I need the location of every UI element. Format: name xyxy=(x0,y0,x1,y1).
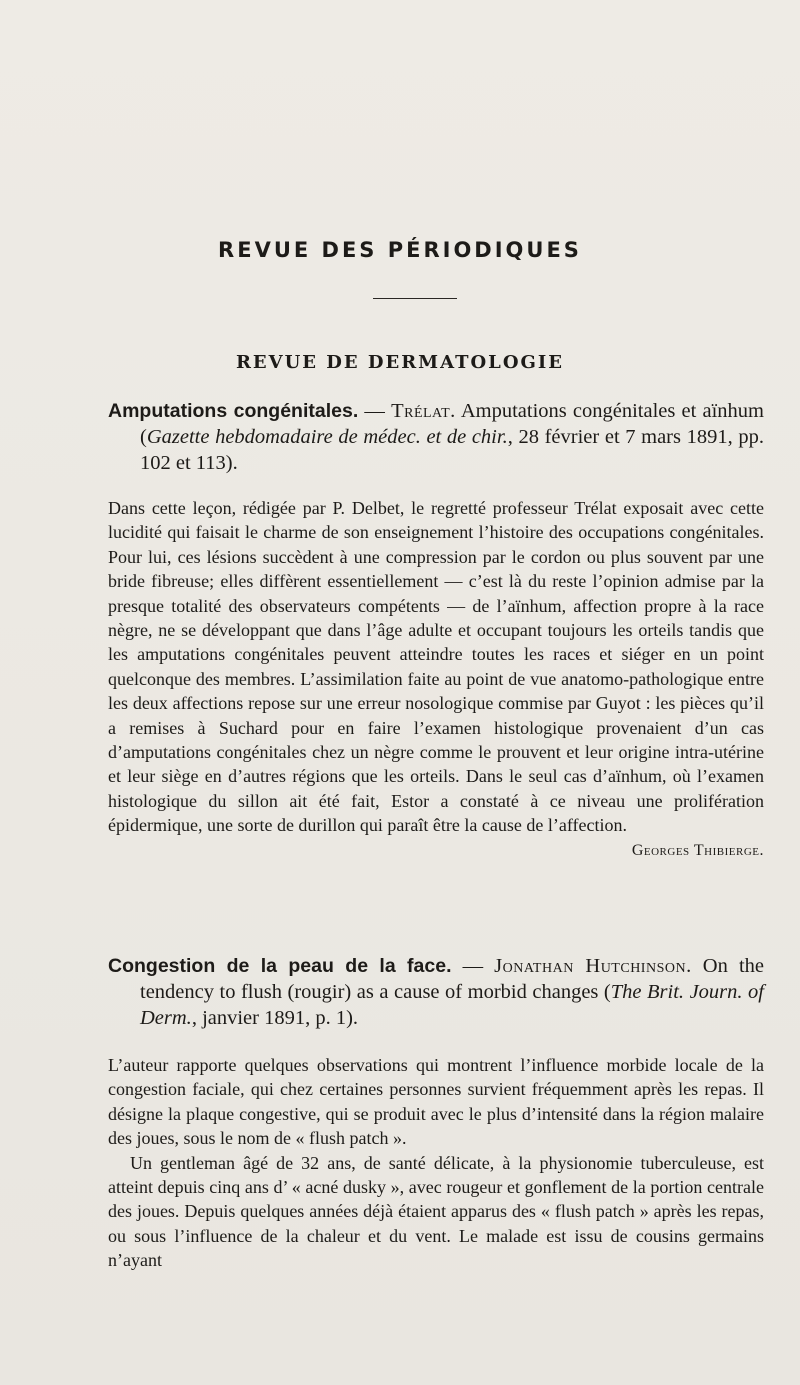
article-title: On the tendency to flush (rougir) as a cause of morbid changes ( xyxy=(140,955,764,1003)
article-heading xyxy=(108,398,764,476)
body-paragraph: Dans cette leçon, rédigée par P. Delbet, le regretté professeur Trélat exposait avec cette lucidité qui faisait le charme de son enseignement l’histoire des occupations congénitales. Pour lui, ces lésions succèdent à une compression par le cordon ou plus souvent par une bride fibreuse; elles diffèrent essentiellement — c’est là du reste l’opinion admise par la presque totalité des observateurs compétents — de l’aïnhum, affection propre à la race nègre, ne se développant que dans l’âge adulte et occupant toujours les orteils tandis que les amputations congénitales peuvent atteindre toutes les races et siéger en un point quelconque des membres. L’assimilation faite au point de vue anatomo-pathologique entre les deux affections repose sur une erreur nosologique commise par Guyot : les pièces qu’il a remises à Suchard pour en faire l’examen histologique provenaient d’un cas d’amputations congénitales chez un nègre comme le prouvent et leur origine intra-utérine et leur siège en d’autres régions que les orteils. Dans le seul cas d’aïnhum, où l’examen histologique du sillon ait été fait, Estor a constaté à ce niveau une prolifération épidermique, une sorte de durillon qui paraît être la cause de l’affection. xyxy=(108,498,764,836)
article-details: , janvier 1891, p. 1). xyxy=(191,1007,359,1029)
article-author: Jonathan Hutchinson. xyxy=(494,955,692,977)
article-congestion xyxy=(108,953,764,1273)
article-author: Trélat. xyxy=(391,400,456,422)
article-source: The Brit. Journ. of Derm. xyxy=(140,981,764,1029)
article-details: , 28 février et 7 mars 1891, pp. 102 et 113). xyxy=(140,426,764,474)
body-paragraph: L’auteur rapporte quelques observations qui montrent l’influence morbide locale de la congestion faciale, qui chez certaines personnes survient fréquemment après les repas. Il désigne la plaque congestive, qui se produit avec le plus d’intensité dans la région malaire des joues, sous le nom de « flush patch ». xyxy=(108,1055,764,1149)
page-title: REVUE DES PÉRIODIQUES xyxy=(218,238,582,262)
heading-dash: — xyxy=(451,955,495,977)
article-amputations xyxy=(108,398,764,860)
article-body xyxy=(108,1053,764,1273)
article-heading xyxy=(108,953,764,1031)
article-topic: Amputations congénitales. xyxy=(108,400,359,422)
article-topic: Congestion de la peau de la face. xyxy=(108,955,452,977)
article-title: Amputations congénitales et aïnhum ( xyxy=(140,400,765,448)
article-source: Gazette hebdomadaire de médec. et de chir. xyxy=(146,426,508,448)
article-body xyxy=(108,496,764,838)
section-title: REVUE DE DERMATOLOGIE xyxy=(235,352,565,373)
heading-dash: — xyxy=(358,400,392,422)
title-rule xyxy=(373,298,457,299)
body-paragraph: Un gentleman âgé de 32 ans, de santé délicate, à la physionomie tuberculeuse, est atteint depuis cinq ans d’ « acné dusky », avec rougeur et gonflement de la portion centrale des joues. Depuis quelques années déjà étaient apparus des « flush patch » après les repas, ou sous l’influence de la chaleur et du vent. Le malade est issu de cousins germains n’ayant xyxy=(108,1152,764,1271)
article-signature: Georges Thibierge. xyxy=(631,841,764,859)
